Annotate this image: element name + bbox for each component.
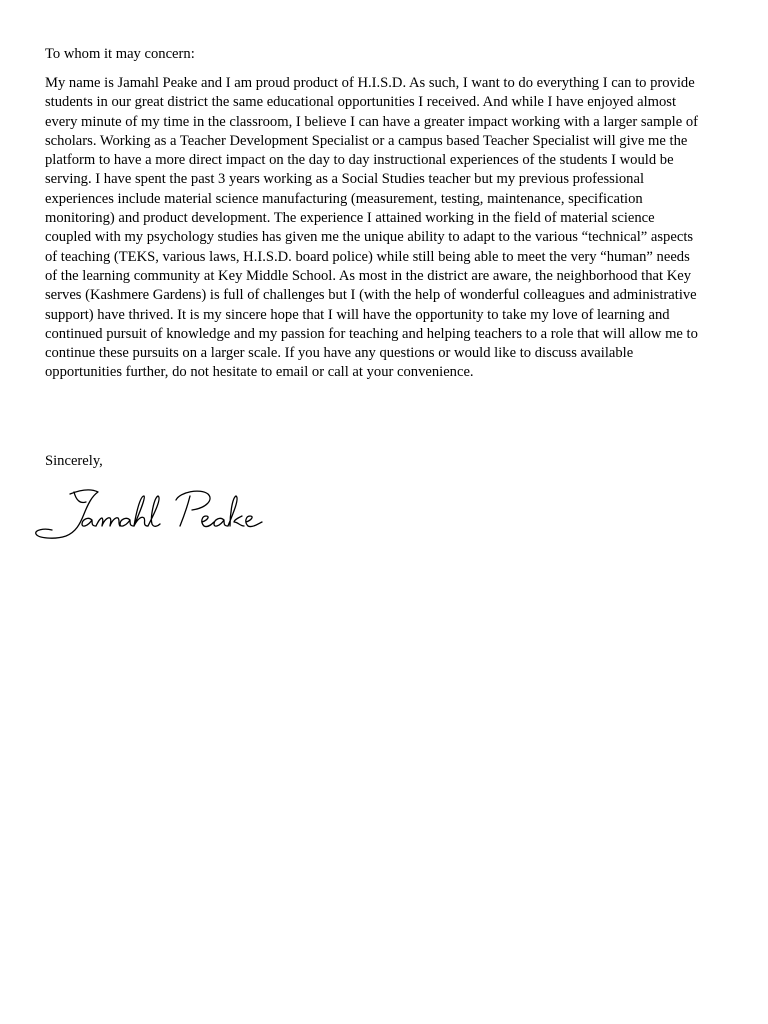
body-line: continued pursuit of knowledge and my passion for teaching and helping teachers to a role that will allow me to xyxy=(45,325,698,342)
body-line: coupled with my psychology studies has given me the unique ability to adapt to the various “technical” aspects xyxy=(45,229,694,246)
body-line: experiences include material science manufacturing (measurement, testing, maintenance, specification xyxy=(45,190,643,207)
body-line: support) have thrived. It is my sincere hope that I will have the opportunity to take my love of learning and xyxy=(45,306,670,323)
body-line: opportunities further, do not hesitate to email or call at your convenience. xyxy=(45,364,474,381)
body-line: serving. I have spent the past 3 years working as a Social Studies teacher but my previous professional xyxy=(45,171,645,188)
signature-graphic xyxy=(30,480,280,550)
body-line: continue these pursuits on a larger scale. If you have any questions or would like to discuss available xyxy=(45,345,634,362)
letter-body xyxy=(45,74,725,383)
salutation: To whom it may concern: xyxy=(45,46,195,62)
body-line: of teaching (TEKS, various laws, H.I.S.D. board police) while still being able to meet the very “human” needs xyxy=(45,248,690,265)
body-line: serves (Kashmere Gardens) is full of challenges but I (with the help of wonderful colleagues and administrative xyxy=(45,287,697,304)
body-line: scholars. Working as a Teacher Development Specialist or a campus based Teacher Specialist will give me the xyxy=(45,132,688,149)
body-line: students in our great district the same educational opportunities I received. And while I have enjoyed almost xyxy=(45,94,677,111)
body-line: monitoring) and product development. The experience I attained working in the field of material science xyxy=(45,210,655,227)
body-line: every minute of my time in the classroom, I believe I can have a greater impact working with a larger sample of xyxy=(45,113,698,130)
body-line: platform to have a more direct impact on the day to day instructional experiences of the students I would be xyxy=(45,152,674,169)
closing: Sincerely, xyxy=(45,453,103,469)
body-line: My name is Jamahl Peake and I am proud product of H.I.S.D. As such, I want to do everything I can to provide xyxy=(45,75,695,91)
body-line: of the learning community at Key Middle School. As most in the district are aware, the neighborhood that Key xyxy=(45,267,692,284)
signature xyxy=(30,480,280,550)
